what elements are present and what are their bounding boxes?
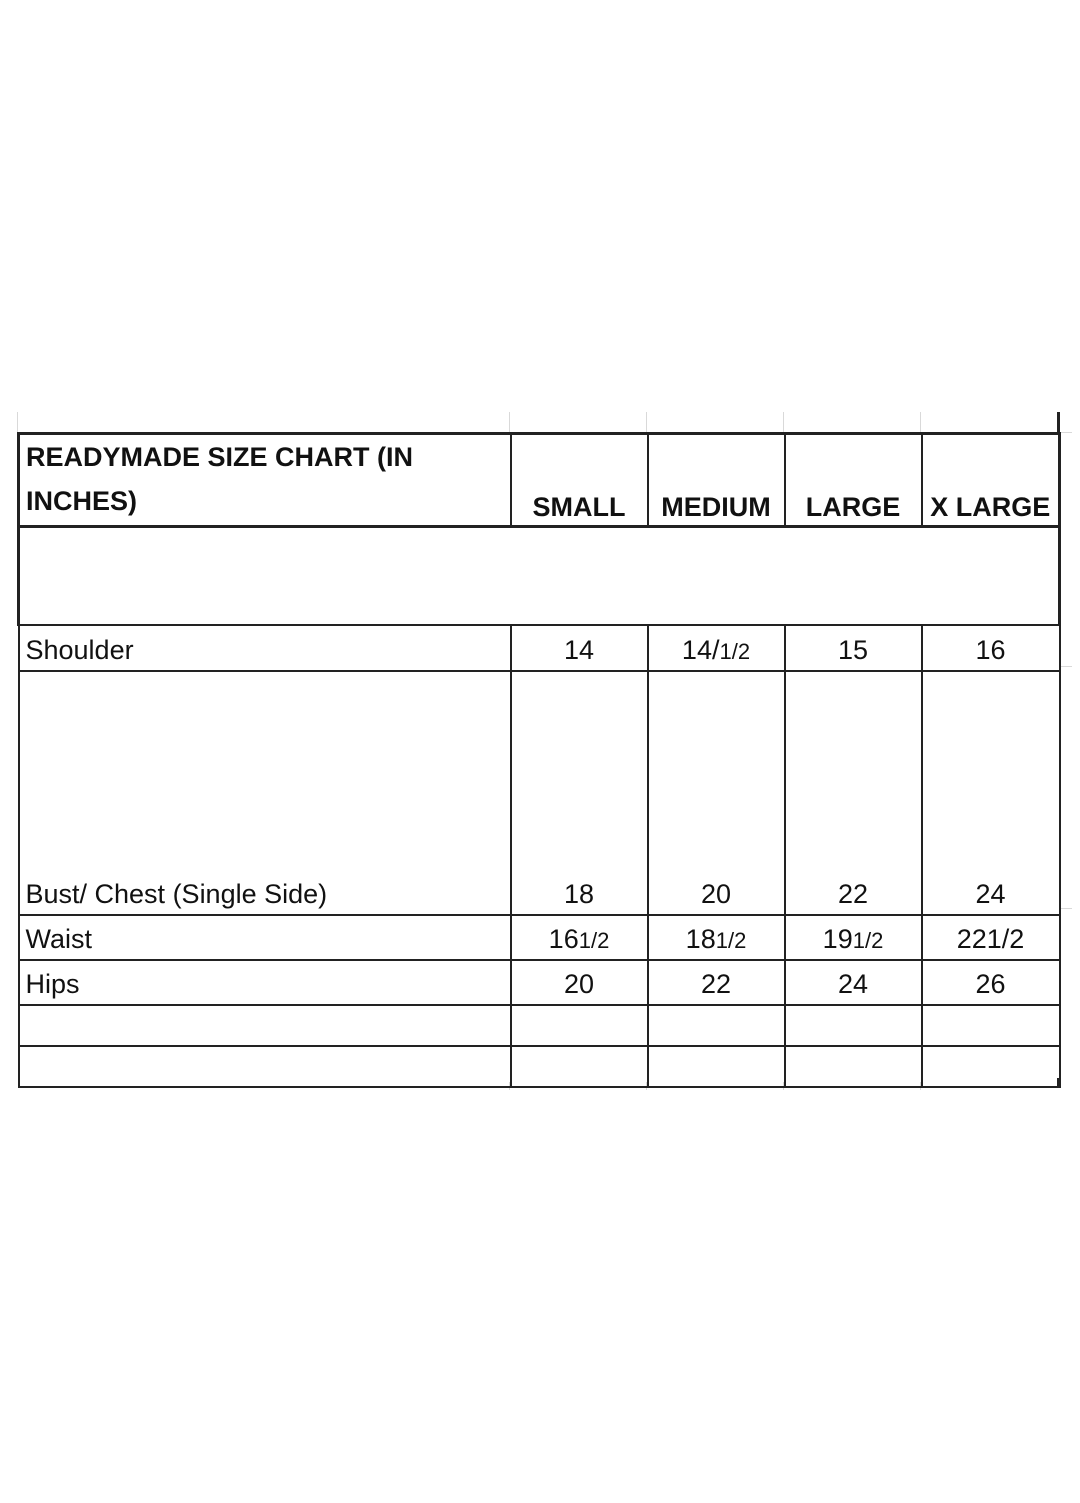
empty-cell bbox=[922, 1046, 1060, 1087]
gridline bbox=[509, 412, 510, 432]
gridline bbox=[1060, 666, 1072, 667]
value-cell: 24 bbox=[785, 960, 922, 1005]
value-cell: 24 bbox=[922, 671, 1060, 915]
row-label-shoulder: Shoulder bbox=[19, 625, 511, 671]
gridline bbox=[646, 412, 647, 432]
chart-title: READYMADE SIZE CHART (IN INCHES) bbox=[19, 434, 511, 527]
empty-cell bbox=[785, 1005, 922, 1046]
blank-cell bbox=[922, 527, 1060, 626]
column-header-large: LARGE bbox=[785, 434, 922, 527]
gridline bbox=[1057, 412, 1060, 432]
value-cell: 22 bbox=[785, 671, 922, 915]
size-chart-table bbox=[17, 432, 1061, 1088]
table-row bbox=[19, 625, 1060, 671]
empty-cell bbox=[922, 1005, 1060, 1046]
blank-cell bbox=[19, 527, 511, 626]
column-header-x-large: X LARGE bbox=[922, 434, 1060, 527]
table-row bbox=[19, 960, 1060, 1005]
value-cell: 161/2 bbox=[511, 915, 648, 960]
value-cell: 181/2 bbox=[648, 915, 785, 960]
row-label-hips: Hips bbox=[19, 960, 511, 1005]
column-header-medium: MEDIUM bbox=[648, 434, 785, 527]
gridline bbox=[783, 412, 784, 432]
empty-cell bbox=[19, 1005, 511, 1046]
blank-row bbox=[19, 527, 1060, 626]
value-cell: 16 bbox=[922, 625, 1060, 671]
gridline bbox=[17, 412, 18, 432]
value-cell: 22 bbox=[648, 960, 785, 1005]
gridline bbox=[1060, 432, 1072, 433]
size-chart-sheet bbox=[17, 432, 1058, 1088]
empty-row bbox=[19, 1046, 1060, 1087]
empty-cell bbox=[785, 1046, 922, 1087]
empty-cell bbox=[511, 1046, 648, 1087]
empty-cell bbox=[19, 1046, 511, 1087]
value-cell: 15 bbox=[785, 625, 922, 671]
empty-cell bbox=[511, 1005, 648, 1046]
blank-cell bbox=[648, 527, 785, 626]
table-row bbox=[19, 915, 1060, 960]
gridline bbox=[920, 412, 921, 432]
row-label-waist: Waist bbox=[19, 915, 511, 960]
empty-cell bbox=[648, 1005, 785, 1046]
value-cell: 18 bbox=[511, 671, 648, 915]
value-cell: 191/2 bbox=[785, 915, 922, 960]
column-header-small: SMALL bbox=[511, 434, 648, 527]
value-cell: 14/1/2 bbox=[648, 625, 785, 671]
row-label-bust-chest: Bust/ Chest (Single Side) bbox=[19, 671, 511, 915]
empty-cell bbox=[648, 1046, 785, 1087]
empty-row bbox=[19, 1005, 1060, 1046]
blank-cell bbox=[785, 527, 922, 626]
value-cell: 20 bbox=[648, 671, 785, 915]
value-cell: 14 bbox=[511, 625, 648, 671]
table-row bbox=[19, 671, 1060, 915]
value-cell: 26 bbox=[922, 960, 1060, 1005]
value-cell: 221/2 bbox=[922, 915, 1060, 960]
header-row bbox=[19, 434, 1060, 527]
gridline bbox=[1060, 908, 1072, 909]
value-cell: 20 bbox=[511, 960, 648, 1005]
blank-cell bbox=[511, 527, 648, 626]
